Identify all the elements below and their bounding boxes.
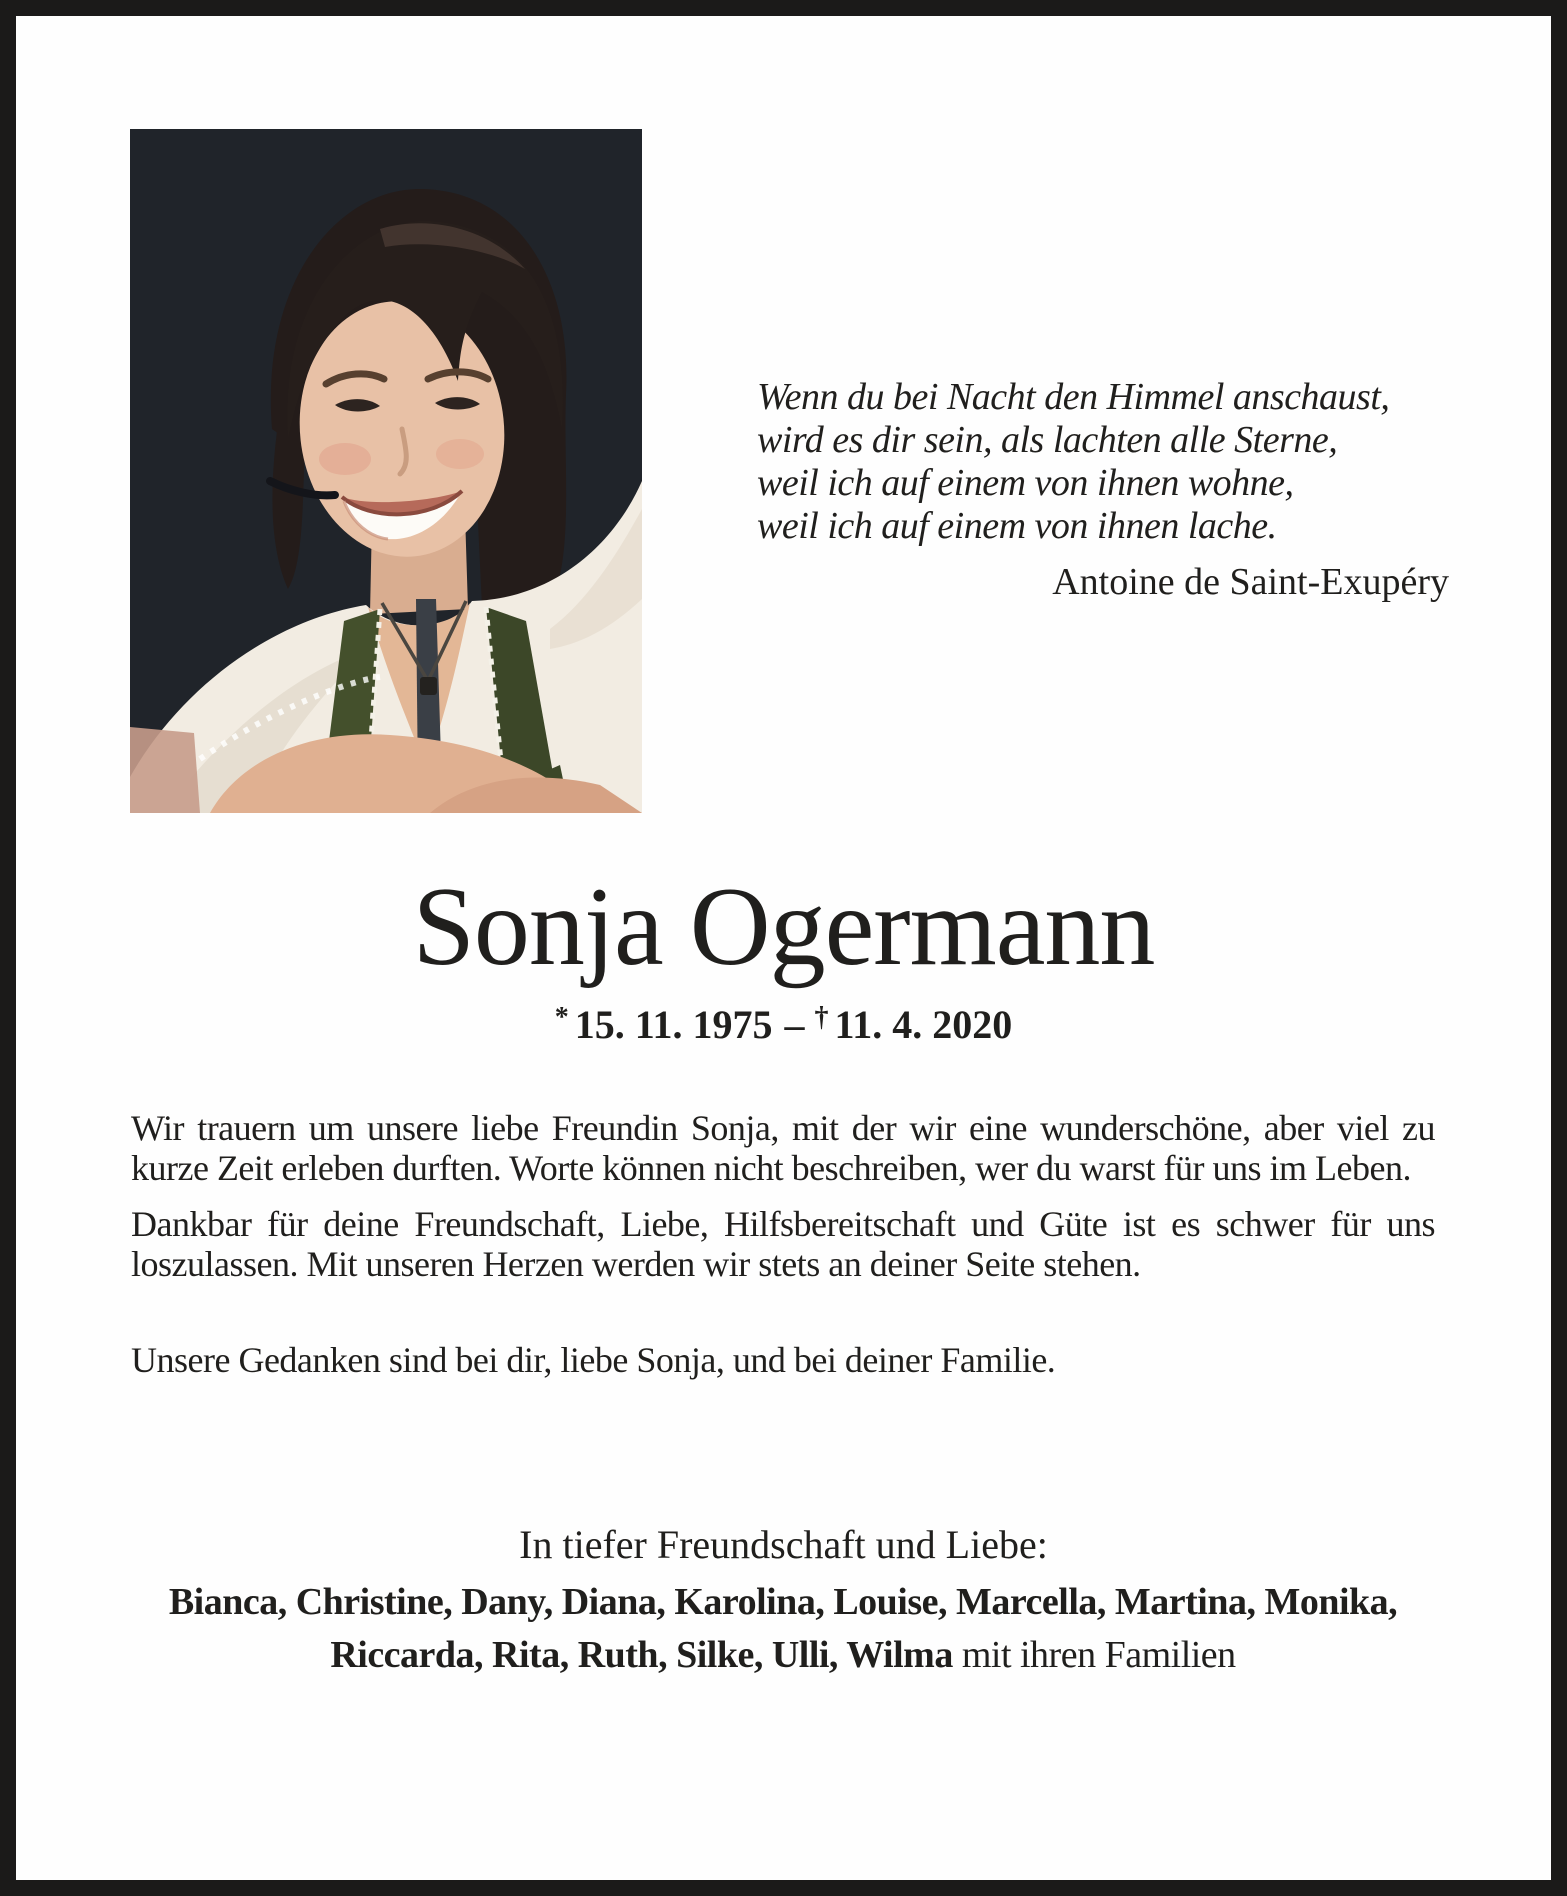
dates-separator: – [784, 1002, 805, 1047]
mourners-suffix: mit ihren Familien [961, 1634, 1236, 1676]
deceased-name: Sonja Ogermann [412, 865, 1155, 989]
birth-date: 15. 11. 1975 [574, 1002, 773, 1047]
memorial-quote [757, 376, 1449, 602]
death-symbol: † [814, 1002, 829, 1033]
quote-line: Wenn du bei Nacht den Himmel anschaust, [757, 376, 1390, 418]
condolence-paragraph: Dankbar für deine Freundschaft, Liebe, Hilfsbereitschaft und Güte ist es schwer für uns loszulassen. Mit unseren Herzen werden wir stets an deiner Seite stehen. [131, 1204, 1435, 1284]
mourner-names: Bianca, Christine, Dany, Diana, Karolina, Louise, Marcella, Martina, Monika, Riccarda, Rita, Ruth, Silke, Ulli, Wilma [168, 1581, 1398, 1676]
condolence-paragraph: Wir trauern um unsere liebe Freundin Sonja, mit der wir eine wunderschöne, aber viel zu kurze Zeit erleben durften. Worte können nicht beschreiben, wer du warst für uns im Leben. [131, 1108, 1435, 1188]
quote-attribution: Antoine de Saint-Exupéry [1052, 561, 1449, 603]
life-dates [16, 1000, 1551, 1055]
quote-line: weil ich auf einem von ihnen wohne, [757, 462, 1294, 504]
mourners-list [103, 1576, 1463, 1682]
condolence-text [131, 1108, 1435, 1380]
portrait-photo [130, 129, 642, 813]
portrait-illustration [130, 129, 642, 813]
birth-symbol: * [554, 1002, 569, 1033]
closing-line: In tiefer Freundschaft und Liebe: [519, 1522, 1048, 1567]
death-date: 11. 4. 2020 [834, 1002, 1013, 1047]
quote-line: wird es dir sein, als lachten alle Sterne, [757, 419, 1338, 461]
condolence-paragraph: Unsere Gedanken sind bei dir, liebe Sonja, und bei deiner Familie. [131, 1340, 1056, 1380]
quote-line: weil ich auf einem von ihnen lache. [757, 505, 1277, 547]
